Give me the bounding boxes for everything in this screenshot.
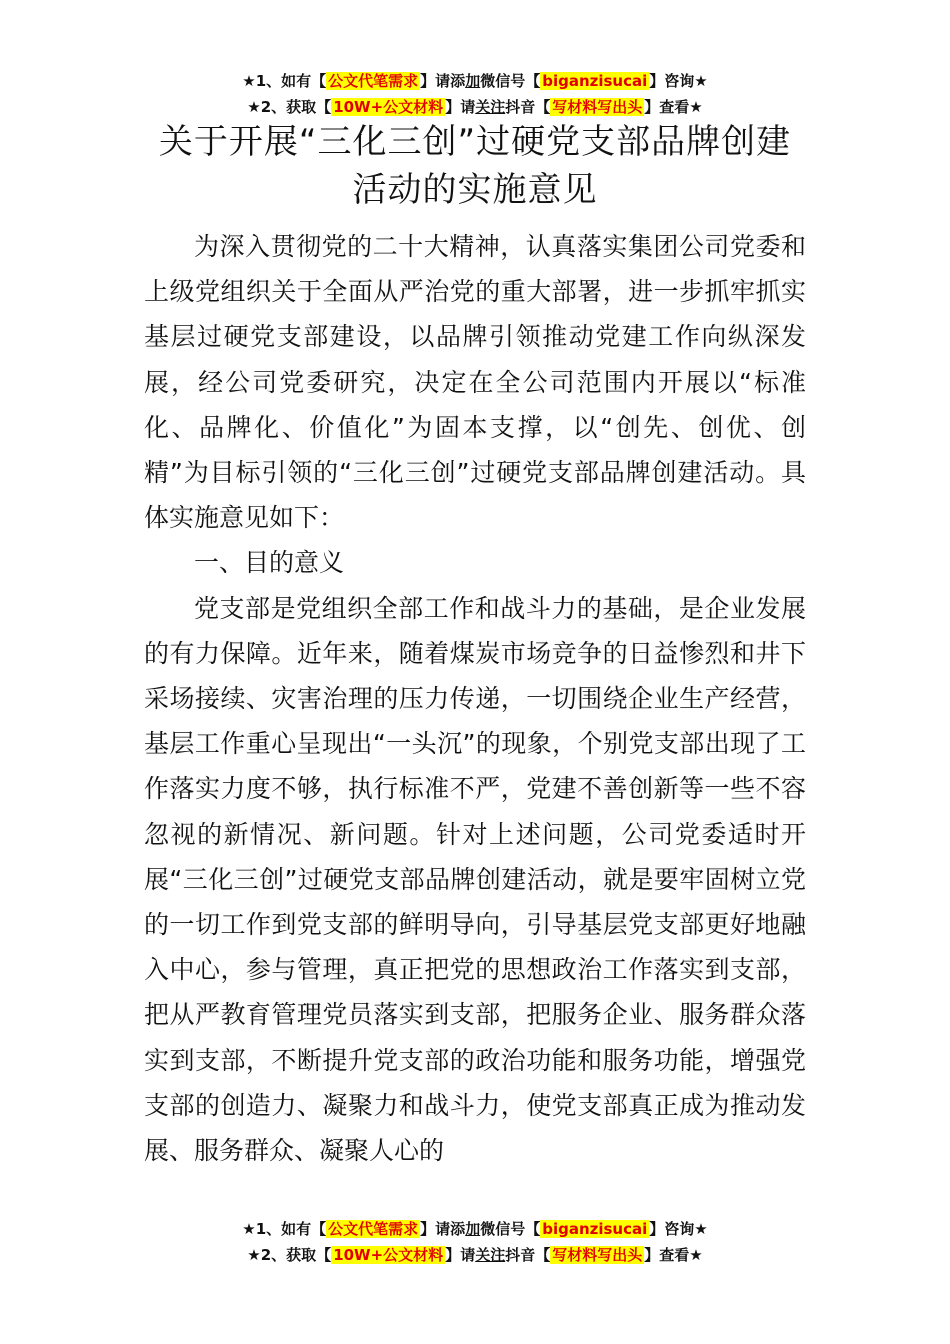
banner-line-1: [0, 1216, 950, 1242]
banner-highlight: 公文代笔需求: [328, 1220, 419, 1238]
banner-underlined-text: 加: [465, 72, 481, 90]
body-paragraph: 党支部是党组织全部工作和战斗力的基础，是企业发展的有力保障。近年来，随着煤炭市场竞争的日益惨烈和井下采场接续、灾害治理的压力传递，一切围绕企业生产经营，基层工作重心呈现出“一头沉”的现象，个别党支部出现了工作落实力度不够，执行标准不严，党建不善创新等一些不容忽视的新情况、新问题。针对上述问题，公司党委适时开展“三化三创”过硬党支部品牌创建活动，就是要牢固树立党的一切工作到党支部的鲜明导向，引导基层党支部更好地融入中心，参与管理，真正把党的思想政治工作落实到支部，把从严教育管理党员落实到支部，把服务企业、服务群众落实到支部，不断提升党支部的政治功能和服务功能，增强党支部的创造力、凝聚力和战斗力，使党支部真正成为推动发展、服务群众、凝聚人心的: [144, 593, 806, 1166]
banner-text: 】咨询★: [649, 1220, 708, 1238]
title-line-1: 关于开展“三化三创”过硬党支部品牌创建: [158, 122, 792, 162]
banner-highlight: 写材料写出头: [552, 1246, 643, 1264]
title-line-2: 活动的实施意见: [352, 170, 598, 210]
banner-text: 】请添: [420, 1220, 466, 1238]
banner-text: ★2、获取【: [247, 98, 332, 116]
banner-line-2: [0, 94, 950, 120]
banner-text: ★1、如有【: [242, 1220, 327, 1238]
banner-text: 抖音【: [505, 98, 551, 116]
document-body: [144, 224, 806, 1173]
banner-text: ★2、获取【: [247, 1246, 332, 1264]
banner-text: 】请添: [420, 72, 466, 90]
banner-underlined-text: 关注: [475, 98, 506, 116]
banner-underlined-text: 加: [465, 1220, 481, 1238]
banner-text: 】请: [445, 98, 476, 116]
banner-line-2: [0, 1242, 950, 1268]
banner-text: 抖音【: [505, 1246, 551, 1264]
document-title: [0, 118, 950, 214]
banner-text: 】查看★: [644, 98, 703, 116]
banner-highlight: biganzisucai: [542, 72, 648, 90]
section-heading: 一、目的意义: [194, 548, 345, 578]
banner-underlined-text: 关注: [475, 1246, 506, 1264]
banner-highlight: 公文代笔需求: [328, 72, 419, 90]
bottom-banner: [0, 1216, 950, 1268]
banner-highlight: biganzisucai: [542, 1220, 648, 1238]
banner-highlight: 10W+公文材料: [333, 98, 444, 116]
banner-text: 】请: [445, 1246, 476, 1264]
banner-text: 微信号【: [480, 72, 541, 90]
banner-text: 】咨询★: [649, 72, 708, 90]
banner-text: ★1、如有【: [242, 72, 327, 90]
banner-highlight: 10W+公文材料: [333, 1246, 444, 1264]
banner-line-1: [0, 68, 950, 94]
banner-text: 微信号【: [480, 1220, 541, 1238]
intro-paragraph: 为深入贯彻党的二十大精神，认真落实集团公司党委和上级党组织关于全面从严治党的重大部署，进一步抓牢抓实基层过硬党支部建设，以品牌引领推动党建工作向纵深发展，经公司党委研究，决定在全公司范围内开展以“标准化、品牌化、价值化”为固本支撑，以“创先、创优、创精”为目标引领的“三化三创”过硬党支部品牌创建活动。具体实施意见如下：: [144, 232, 806, 533]
banner-highlight: 写材料写出头: [552, 98, 643, 116]
banner-text: 】查看★: [644, 1246, 703, 1264]
top-banner: [0, 68, 950, 120]
